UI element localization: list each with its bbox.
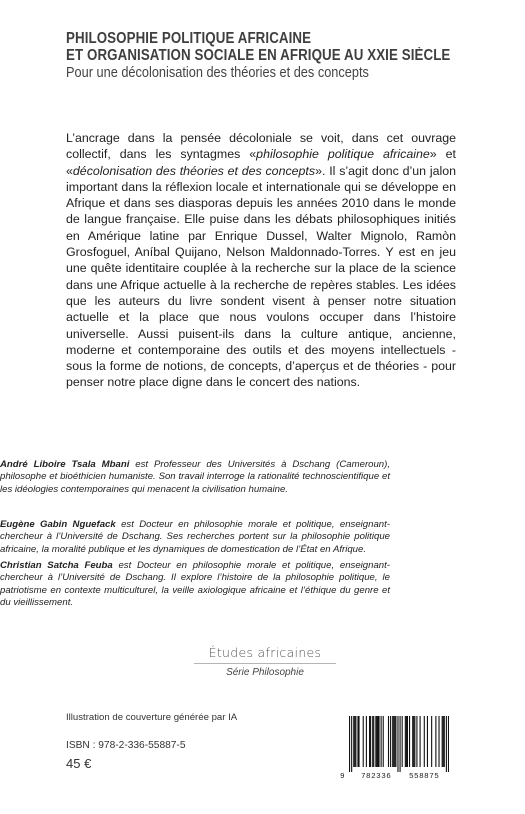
barcode-bar xyxy=(435,716,436,767)
summary-text: L’ancrage dans la pensée décoloniale se voit, dans cet ouvrage collectif, dans les syntagmes « xyxy=(66,131,456,162)
book-title-line-1: PHILOSOPHIE POLITIQUE AFRICAINE xyxy=(66,30,312,47)
barcode-bar xyxy=(373,716,374,767)
barcode-bar xyxy=(392,716,393,767)
price: 45 € xyxy=(66,756,92,771)
collection-name: Études africaines xyxy=(208,645,322,660)
barcode-bar xyxy=(372,716,373,767)
barcode-bar xyxy=(388,716,389,767)
barcode-bar xyxy=(416,716,417,767)
barcode-bar xyxy=(444,716,445,767)
barcode-bar xyxy=(414,716,415,767)
author-name: Eugène Gabin Nguefack xyxy=(0,519,116,530)
barcode-bar xyxy=(446,716,447,772)
isbn: ISBN : 978-2-336-55887-5 xyxy=(66,740,186,751)
barcode-bar xyxy=(394,716,395,767)
barcode-bar xyxy=(378,716,379,767)
barcode-bar xyxy=(383,716,384,767)
barcode-bar xyxy=(438,716,439,767)
barcode-bar xyxy=(390,716,391,767)
barcode-bar xyxy=(369,716,370,767)
barcode-bar xyxy=(393,716,394,767)
barcode-bar xyxy=(413,716,414,767)
barcode-bar xyxy=(412,716,413,767)
barcode-bar xyxy=(363,716,364,767)
author-bio xyxy=(0,560,390,610)
barcode-bar xyxy=(354,716,355,767)
book-summary xyxy=(66,130,456,391)
isbn-barcode xyxy=(339,714,459,798)
barcode-bar xyxy=(397,716,398,772)
barcode-bar xyxy=(377,716,378,767)
barcode-bar xyxy=(400,716,401,772)
book-header xyxy=(66,30,516,82)
summary-emphasis: décolonisation des théories et des concepts xyxy=(72,163,316,178)
barcode-bar xyxy=(366,716,367,767)
barcode-bar xyxy=(395,716,396,767)
barcode-bar xyxy=(402,716,403,767)
book-subtitle: Pour une décolonisation des théories et des concepts xyxy=(66,65,369,81)
summary-text: » et « xyxy=(66,147,456,178)
barcode-first-digit: 9 xyxy=(340,773,345,781)
barcode-right-group: 558875 xyxy=(409,773,440,781)
author-description: est Professeur des Universités à Dschang (Cameroun), philosophe et bioéthicien humaniste. Son travail interroge la rationalité technoscientifique et les idéologies contemporaines qui menacent la civilisation humaine. xyxy=(0,459,391,495)
barcode-bar xyxy=(358,716,359,767)
barcode-bar xyxy=(443,716,444,767)
barcode-bar xyxy=(420,716,421,767)
summary-text: ». Il s’agit donc d’un jalon important dans la réflexion locale et internationale qui se développe en Afrique et dans ses diasporas depuis les années 2010 dans le monde de langue française. Elle puise dans les débats philosophiques initiés en Amérique latine par Enrique Dussel, Walter Mignolo, Ramòn Grosfoguel, Aníbal Quijano, Nelson Maldonnado-Torres. Y est en jeu une quête identitaire couplée à la recherche sur la place de la science dans une Afrique actuelle à la recherche de repères stables. Les idées que les auteurs du livre sondent visent à penser notre situation actuelle et la place que nous voulons occuper dans l’histoire universelle. Aussi puisent-ils dans la culture antique, ancienne, moderne et contemporaine des outils et des moyens intellectuels - sous la forme de notions, de concepts, d’aperçus et de théories - pour penser notre place digne dans le concert des nations. xyxy=(66,163,456,390)
barcode-bar xyxy=(431,716,432,767)
author-description: est Docteur en philosophie morale et politique, enseignant-chercheur à l’Université de Dschang. Ses recherches portent sur la philosophie politique africaine, la moralité publique et les dynamiques de domestication de l’État en Afrique. xyxy=(0,519,391,555)
barcode-bar xyxy=(424,716,425,767)
barcode-bar xyxy=(407,716,408,767)
barcode-bar xyxy=(351,716,352,772)
barcode-bar xyxy=(427,716,428,767)
summary-emphasis: philosophie politique africaine xyxy=(256,147,430,162)
author-name: André Liboire Tsala Mbani xyxy=(0,459,130,470)
barcode-bar xyxy=(409,716,410,767)
barcode-bar xyxy=(370,716,371,767)
collection-series: Série Philosophie xyxy=(226,667,304,678)
barcode-bar xyxy=(375,716,376,767)
collection-divider xyxy=(194,663,336,664)
book-title-line-2: ET ORGANISATION SOCIALE EN AFRIQUE AU XXIE SIÈCLE xyxy=(66,47,451,64)
barcode-bar xyxy=(442,716,443,767)
barcode-bar xyxy=(448,716,449,772)
barcode-bar xyxy=(353,716,354,767)
author-description: est Docteur en philosophie morale et politique, enseignant-chercheur à l’Université de Dschang. Il explore l’histoire de la philosophie politique, le patriotisme en contexte multiculturel, la veille axiologique africaine et l’éthique du genre et du vieillissement. xyxy=(0,560,391,609)
barcode-bar xyxy=(376,716,377,767)
barcode-left-group: 782336 xyxy=(361,773,392,781)
author-bio xyxy=(0,459,390,496)
barcode-bar xyxy=(355,716,356,767)
barcode-bar xyxy=(406,716,407,767)
collection-mark xyxy=(180,645,350,678)
barcode-bar xyxy=(405,716,406,767)
cover-credit: Illustration de couverture générée par IA xyxy=(66,712,238,723)
barcode-bar xyxy=(349,716,350,772)
publication-info xyxy=(66,712,326,771)
barcode-bar xyxy=(381,716,382,767)
author-name: Christian Satcha Feuba xyxy=(0,560,113,571)
barcode-bar xyxy=(357,716,358,767)
barcode-bars xyxy=(349,716,449,772)
author-bio xyxy=(0,519,390,556)
